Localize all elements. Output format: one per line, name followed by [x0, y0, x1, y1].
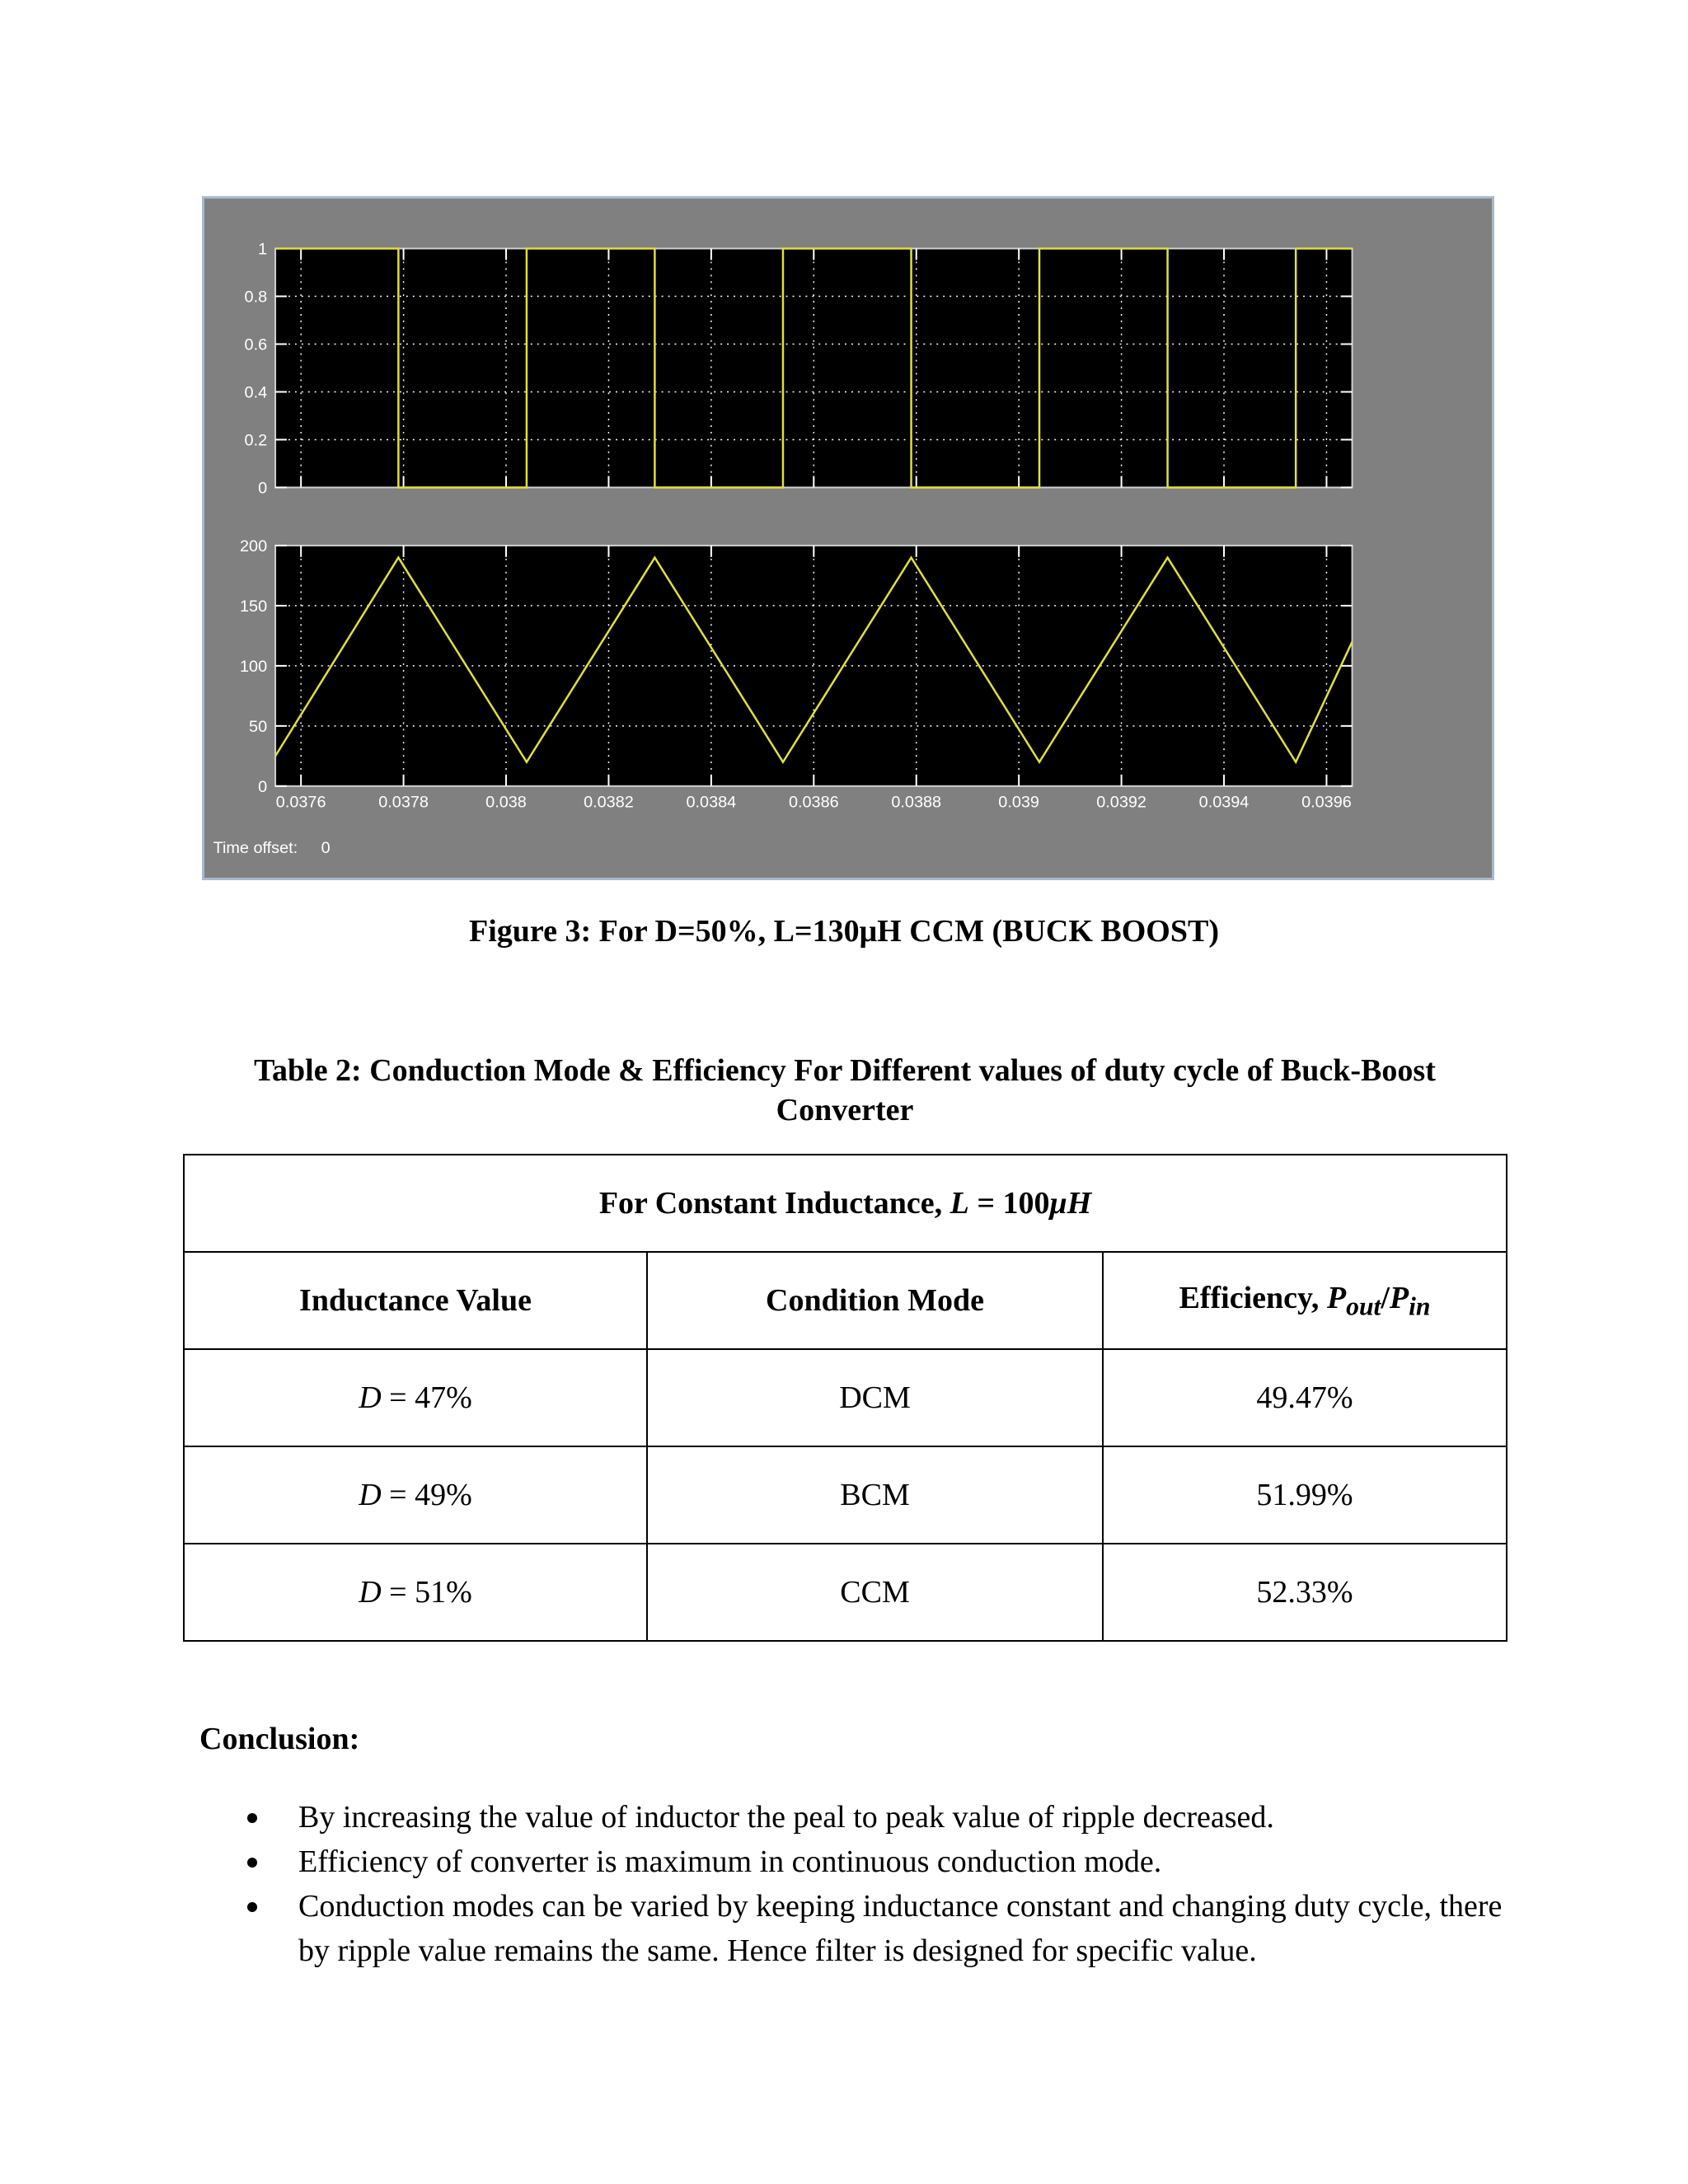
scope-figure: [202, 196, 1494, 880]
table-row: [184, 1349, 1507, 1446]
mode-cell: DCM: [647, 1349, 1103, 1446]
x-tick-label: 0.0386: [788, 793, 839, 812]
list-item: By increasing the value of inductor the peal to peak value of ripple decreased.: [239, 1795, 1525, 1840]
table-banner-row: [184, 1155, 1507, 1252]
y-tick-label: 0.2: [244, 431, 268, 450]
conclusion-list: [239, 1795, 1525, 1973]
conclusion-heading: Conclusion:: [199, 1722, 360, 1756]
y-tick-label: 100: [240, 657, 268, 676]
mode-cell: CCM: [647, 1544, 1103, 1641]
y-tick-label: 1: [258, 240, 268, 259]
table-row: [184, 1544, 1507, 1641]
x-tick-label: 0.0392: [1096, 793, 1146, 812]
y-tick-label: 0: [258, 777, 268, 796]
time-offset-label: Time offset:: [213, 839, 298, 858]
header-mode: Condition Mode: [647, 1252, 1103, 1349]
y-tick-label: 0: [258, 479, 268, 498]
x-tick-label: 0.0394: [1198, 793, 1250, 812]
x-tick-label: 0.0384: [686, 793, 737, 812]
scope-plot: [204, 199, 1492, 878]
y-tick-label: 150: [240, 597, 268, 616]
y-tick-label: 200: [240, 537, 268, 555]
header-efficiency: Efficiency, $P_{out}/P_{in}$: [1103, 1252, 1507, 1349]
table-header-row: [184, 1252, 1507, 1349]
time-offset-value: 0: [321, 839, 331, 858]
x-tick-label: 0.0382: [584, 793, 634, 812]
duty-cycle-cell: D = 49%: [184, 1446, 647, 1544]
results-table: [183, 1154, 1507, 1642]
x-tick-label: 0.0376: [275, 793, 326, 812]
x-tick-label: 0.0378: [378, 793, 429, 812]
efficiency-cell: 52.33%: [1103, 1544, 1507, 1641]
x-tick-label: 0.038: [485, 793, 527, 812]
y-tick-label: 50: [249, 717, 268, 736]
y-tick-label: 0.4: [244, 383, 268, 402]
duty-cycle-cell: D = 47%: [184, 1349, 647, 1446]
x-tick-label: 0.039: [998, 793, 1039, 812]
efficiency-cell: 49.47%: [1103, 1349, 1507, 1446]
table-title: Table 2: Conduction Mode & Efficiency For Different values of duty cycle of Buck-Boost Converter: [254, 1053, 1436, 1127]
header-inductance: Inductance Value: [184, 1252, 647, 1349]
list-item: Efficiency of converter is maximum in continuous conduction mode.: [239, 1840, 1525, 1884]
x-tick-label: 0.0388: [891, 793, 942, 812]
efficiency-cell: 51.99%: [1103, 1446, 1507, 1544]
y-tick-label: 0.8: [244, 288, 268, 307]
duty-cycle-cell: D = 51%: [184, 1544, 647, 1641]
list-item: Conduction modes can be varied by keeping inductance constant and changing duty cycle, there by ripple value remains the same. Hence filter is designed for specific value.: [239, 1884, 1525, 1973]
figure-caption: Figure 3: For D=50%, L=130μH CCM (BUCK BOOST): [469, 914, 1219, 949]
y-tick-label: 0.6: [244, 335, 268, 354]
table-row: [184, 1446, 1507, 1544]
table-banner: For Constant Inductance, L = 100μH: [184, 1155, 1507, 1252]
x-tick-label: 0.0396: [1301, 793, 1352, 812]
mode-cell: BCM: [647, 1446, 1103, 1544]
